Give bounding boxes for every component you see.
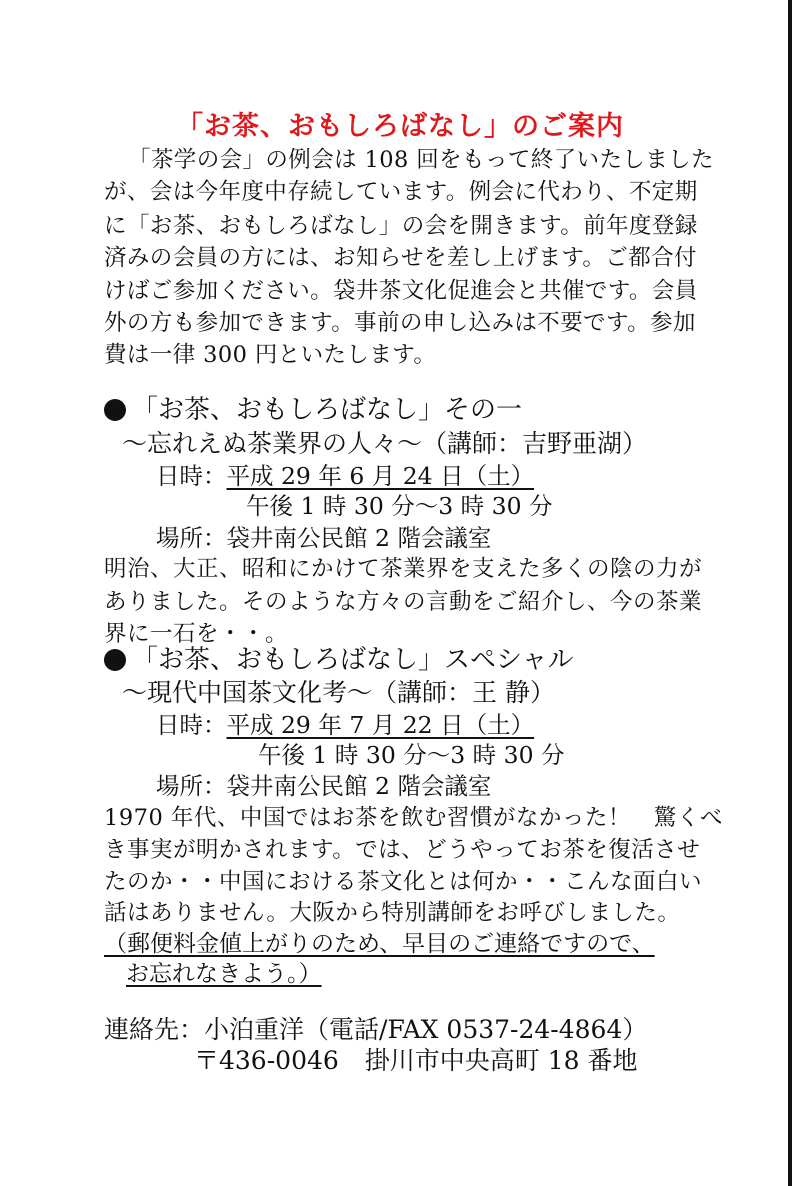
contact-address: 掛川市中央高町 18 番地 [364, 1046, 638, 1075]
event-2-title: 「お茶、おもしろばなし」スペシャル [132, 645, 574, 675]
event-2-time: 午後 1 時 30 分～3 時 30 分 [258, 741, 565, 769]
event-2-heading [104, 644, 573, 676]
event-1-description-line: ありました。そのような方々の言動をご紹介し、今の茶業 [104, 589, 703, 615]
event-2-date-row [156, 709, 534, 741]
event-2-description-line: 1970 年代、中国ではお茶を飲む習慣がなかった！ 驚くべ [104, 805, 723, 831]
intro-line: に「お茶、おもしろばなし」の会を開きます。前年度登録 [104, 213, 698, 239]
bullet-icon [104, 399, 126, 421]
contact-row [104, 1014, 647, 1046]
event-1-title: 「お茶、おもしろばなし」その一 [132, 395, 523, 425]
date-label: 日時： [156, 462, 227, 490]
notice-line: お忘れなきよう。） [126, 961, 322, 987]
place-label: 場所： [156, 524, 227, 552]
event-1-description-line: 明治、大正、昭和にかけて茶業界を支えた多くの陰の力が [104, 556, 703, 582]
event-2-place: 袋井南公民館 2 階会議室 [226, 772, 492, 800]
event-1-place-row [156, 522, 491, 554]
event-1-time: 午後 1 時 30 分～3 時 30 分 [246, 492, 553, 520]
contact-label: 連絡先： [104, 1015, 205, 1044]
date-label: 日時： [156, 711, 227, 739]
event-1-place: 袋井南公民館 2 階会議室 [226, 524, 492, 552]
intro-line: 「茶学の会」の例会は 108 回をもって終了いたしました [128, 147, 714, 173]
event-2-description-line: き事実が明かされます。では、どうやってお茶を復活させ [104, 837, 701, 863]
contact-name-phone: 小泊重洋（電話/FAX 0537-24-4864） [204, 1015, 648, 1044]
event-1-date: 平成 29 年 6 月 24 日（土） [226, 462, 535, 490]
event-2-date: 平成 29 年 7 月 22 日（土） [226, 711, 535, 739]
place-label: 場所： [156, 772, 227, 800]
intro-line: 費は一律 300 円といたします。 [104, 342, 437, 368]
scan-edge-line [788, 0, 792, 1186]
intro-line: 済みの会員の方には、お知らせを差し上げます。ご都合付 [104, 245, 697, 271]
event-1-description-line: 界に一石を・・。 [104, 621, 289, 647]
event-1-subtitle: ～忘れえぬ茶業界の人々～（講師：吉野亜湖） [122, 429, 648, 458]
event-2-description-line: 話はありません。大阪から特別講師をお呼びしました。 [104, 900, 681, 926]
intro-line: 外の方も参加できます。事前の申し込みは不要です。参加 [104, 310, 696, 336]
intro-line: が、会は今年度中存続しています。例会に代わり、不定期 [104, 179, 698, 205]
bullet-icon [104, 649, 126, 671]
intro-line: けばご参加ください。袋井茶文化促進会と共催です。会員 [104, 278, 698, 304]
event-2-place-row [156, 770, 491, 802]
event-1-date-row [156, 460, 534, 492]
page-title: 「お茶、おもしろばなし」のご案内 [176, 111, 624, 142]
notice-line: （郵便料金値上がりのため、早目のご連絡ですので、 [104, 931, 655, 957]
postal-code: 〒436-0046 [194, 1046, 339, 1075]
contact-address-row [194, 1045, 638, 1077]
event-2-description-line: たのか・・中国における茶文化とは何か・・こんな面白い [104, 869, 703, 895]
event-1-heading [104, 394, 522, 426]
event-2-subtitle: ～現代中国茶文化考～（講師：王 静） [122, 678, 555, 707]
